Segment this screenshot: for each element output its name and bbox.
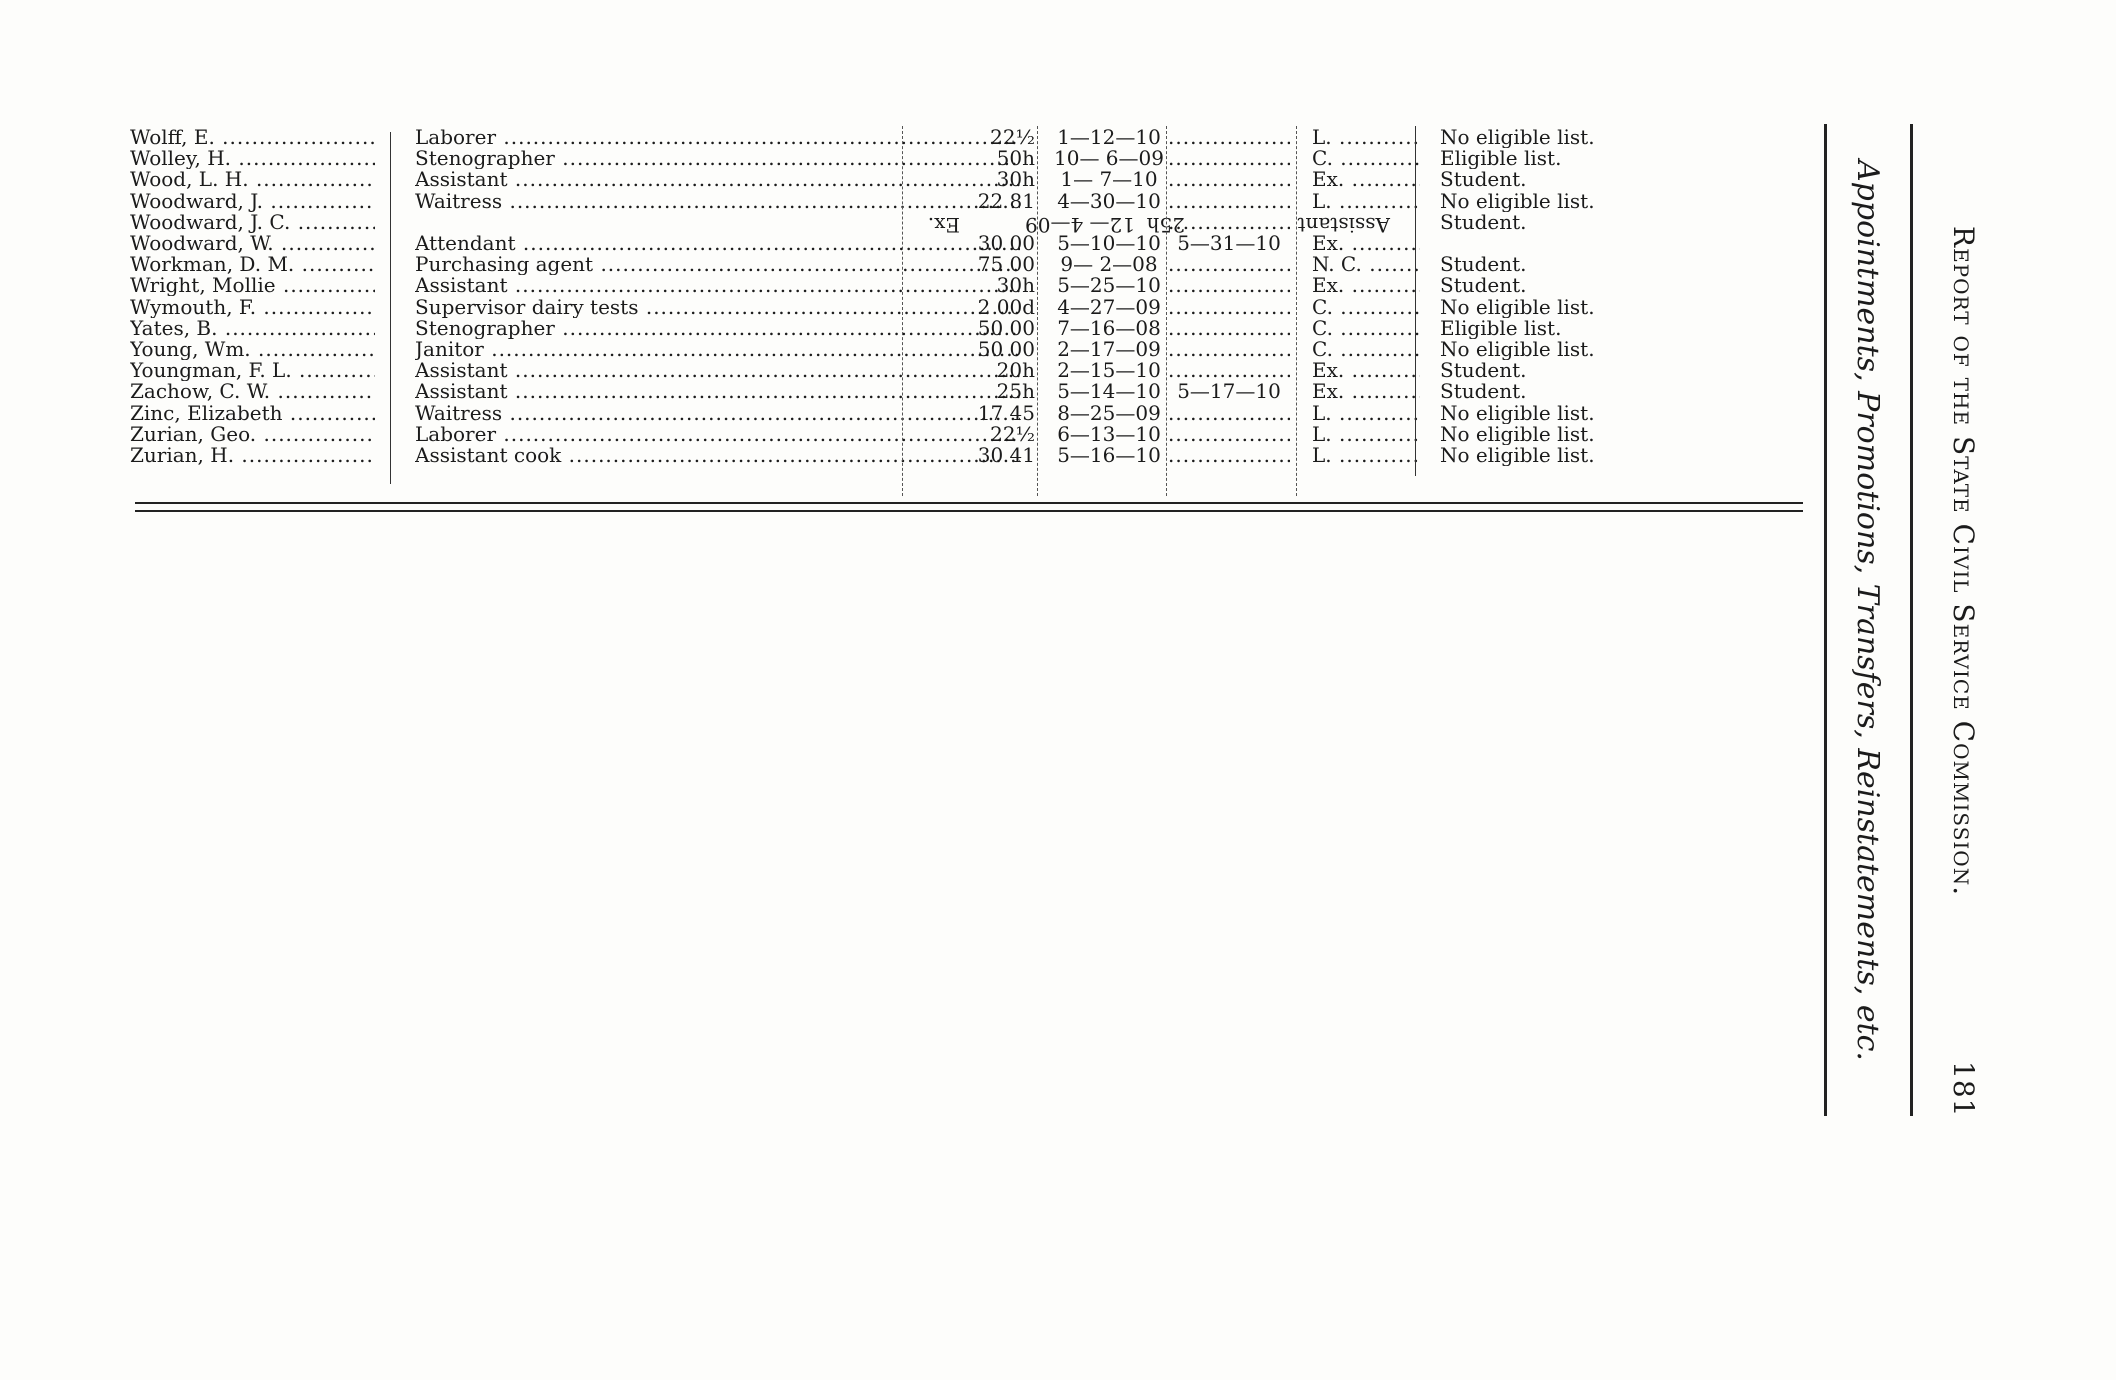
table-row <box>130 148 1800 169</box>
name-cell: Wolley, H. ..... <box>130 148 375 169</box>
position-cell: Assistant cook ..... <box>415 445 1020 466</box>
running-subtitle <box>1845 160 1885 1110</box>
position-cell: Waitress ..... <box>415 403 1020 424</box>
class-cell: C. ..... <box>1312 297 1420 318</box>
position-cell: Laborer ..... <box>415 127 1020 148</box>
name-cell: Zurian, H. ..... <box>130 445 375 466</box>
name-cell: Youngman, F. L. ..... <box>130 360 375 381</box>
position-cell: Assistant ..... <box>415 275 1020 296</box>
remarks-cell: No eligible list. <box>1440 190 1595 212</box>
date2-cell <box>1168 445 1290 466</box>
salary-cell: 50h <box>996 148 1035 170</box>
header-rule-right <box>1910 124 1913 1116</box>
name-cell: Wright, Mollie ..... <box>130 275 375 296</box>
date2-cell: 5—31—10 <box>1177 233 1281 254</box>
class-cell: L. ..... <box>1312 424 1420 445</box>
class-cell: C. ..... <box>1312 148 1420 169</box>
column-rule-class <box>1415 126 1416 476</box>
inverted-date: 12— 4—09 <box>1025 213 1135 237</box>
table-row <box>130 254 1800 275</box>
name-cell: Yates, B. ..... <box>130 318 375 339</box>
remarks-cell: Eligible list. <box>1440 148 1562 170</box>
column-rule-name <box>390 132 391 484</box>
position-cell: Assistant ..... <box>415 360 1020 381</box>
remarks-cell: No eligible list. <box>1440 402 1595 424</box>
remarks-cell: No eligible list. <box>1440 127 1595 148</box>
name-cell: Woodward, W. ..... <box>130 233 375 254</box>
salary-cell: 17 45 <box>977 402 1035 424</box>
bottom-rule-top <box>135 502 1803 504</box>
name-cell: Woodward, J. ..... <box>130 191 375 212</box>
date-cell: 2—17—09 <box>1057 339 1161 360</box>
class-cell: C. ..... <box>1312 318 1420 339</box>
position-cell: Waitress ..... <box>415 191 1020 212</box>
date2-cell <box>1168 403 1290 424</box>
remarks-cell: Student. <box>1440 254 1527 276</box>
salary-cell: 2 00d <box>977 296 1035 318</box>
date-cell: 9— 2—08 <box>1060 254 1158 276</box>
position-cell: Supervisor dairy tests ..... <box>415 297 1020 318</box>
date2-cell <box>1168 424 1290 445</box>
table-row <box>130 233 1800 254</box>
page-number: 181 <box>1947 1061 1980 1118</box>
date2-cell <box>1168 318 1290 339</box>
running-header <box>1940 226 1980 1126</box>
name-cell: Wolff, E. ..... <box>130 127 375 148</box>
position-cell: Stenographer ..... <box>415 318 1020 339</box>
name-cell: Woodward, J. C. ..... <box>130 212 375 233</box>
class-cell: C. ..... <box>1312 339 1420 360</box>
salary-cell: 30h <box>996 275 1035 297</box>
date2-cell <box>1168 360 1290 381</box>
date2-cell <box>1168 169 1290 190</box>
date2-cell <box>1168 339 1290 360</box>
date-cell: 7—16—08 <box>1057 317 1161 339</box>
name-cell: Zurian, Geo. ..... <box>130 424 375 445</box>
remarks-cell: Student. <box>1440 275 1527 297</box>
remarks-cell: No eligible list. <box>1440 339 1595 360</box>
column-rule-salary <box>1037 126 1038 496</box>
salary-cell: 50 00 <box>977 317 1035 339</box>
class-cell: L. ..... <box>1312 403 1420 424</box>
date-cell: 5—10—10 <box>1057 233 1161 254</box>
date-cell: 4—30—10 <box>1057 190 1161 212</box>
date2-cell <box>1168 275 1290 296</box>
table-row <box>130 318 1800 339</box>
date-cell: 6—13—10 <box>1057 423 1161 445</box>
class-cell: Ex. ..... <box>1312 169 1420 190</box>
salary-cell: 30 41 <box>977 445 1035 466</box>
table-row <box>130 275 1800 296</box>
table-row <box>130 191 1800 212</box>
position-cell: Janitor ..... <box>415 339 1020 360</box>
class-cell: Ex. ..... <box>1312 233 1420 254</box>
position-cell: Stenographer ..... <box>415 148 1020 169</box>
date2-cell <box>1168 297 1290 318</box>
class-cell: Ex. ..... <box>1312 360 1420 381</box>
date-cell: 4—27—09 <box>1057 296 1161 318</box>
salary-cell: 30h <box>996 169 1035 191</box>
table-row <box>130 381 1800 402</box>
remarks-cell: Student. <box>1440 381 1527 403</box>
table-row <box>130 339 1800 360</box>
table-row <box>130 360 1800 381</box>
inverted-row <box>905 214 1390 236</box>
table-row <box>130 127 1800 148</box>
remarks-cell: No eligible list. <box>1440 423 1595 445</box>
name-cell: Workman, D. M. ..... <box>130 254 375 275</box>
remarks-cell: No eligible list. <box>1440 445 1595 466</box>
inverted-position: Assistant <box>1297 213 1390 237</box>
salary-cell: 50 00 <box>977 339 1035 360</box>
position-cell: Assistant ..... <box>415 381 1020 402</box>
column-rule-date <box>1166 126 1167 496</box>
subtitle-text: Appointments, Promotions, Transfers, Reinstatements, etc. <box>1850 160 1885 1061</box>
position-cell: Attendant ..... <box>415 233 1020 254</box>
remarks-cell: Student. <box>1440 211 1527 233</box>
name-cell: Wood, L. H. ..... <box>130 169 375 190</box>
salary-cell: 22½ <box>990 127 1035 148</box>
class-cell: L. ..... <box>1312 445 1420 466</box>
date-cell: 1— 7—10 <box>1060 169 1158 191</box>
salary-cell: 25h <box>996 381 1035 403</box>
position-cell: Laborer ..... <box>415 424 1020 445</box>
salary-cell: 20h <box>996 360 1035 382</box>
remarks-cell: Student. <box>1440 360 1527 382</box>
name-cell: Zinc, Elizabeth ..... <box>130 403 375 424</box>
name-cell: Young, Wm. ..... <box>130 339 375 360</box>
page-title: Report of the State Civil Service Commission. <box>1947 226 1980 897</box>
class-cell: Ex. ..... <box>1312 275 1420 296</box>
class-cell: N. C. ..... <box>1312 254 1420 275</box>
inverted-class: Ex. <box>927 213 960 237</box>
table-row <box>130 169 1800 190</box>
date-cell: 1—12—10 <box>1057 127 1161 148</box>
table-row <box>130 297 1800 318</box>
table-row <box>130 445 1800 466</box>
table-row <box>130 403 1800 424</box>
date-cell: 5—25—10 <box>1057 275 1161 297</box>
date-cell: 5—16—10 <box>1057 445 1161 466</box>
name-cell: Zachow, C. W. ..... <box>130 381 375 402</box>
column-rule-date2 <box>1296 126 1297 496</box>
bottom-rule-bottom <box>135 510 1803 512</box>
remarks-cell: No eligible list. <box>1440 296 1595 318</box>
date2-cell <box>1168 148 1290 169</box>
salary-cell: 22 81 <box>977 190 1035 212</box>
date-cell: 8—25—09 <box>1057 402 1161 424</box>
table-row <box>130 424 1800 445</box>
inverted-salary: 25h <box>1146 213 1185 237</box>
date2-cell <box>1168 254 1290 275</box>
salary-cell: 30 00 <box>977 233 1035 254</box>
name-cell: Wymouth, F. ..... <box>130 297 375 318</box>
date2-cell <box>1168 127 1290 148</box>
date2-cell <box>1168 191 1290 212</box>
class-cell: L. ..... <box>1312 191 1420 212</box>
class-cell: Ex. ..... <box>1312 381 1420 402</box>
salary-cell: 22½ <box>990 423 1035 445</box>
date-cell: 10— 6—09 <box>1054 148 1164 170</box>
date-cell: 5—14—10 <box>1057 381 1161 403</box>
date2-cell: 5—17—10 <box>1177 381 1281 403</box>
remarks-cell: Eligible list. <box>1440 317 1562 339</box>
date-cell: 2—15—10 <box>1057 360 1161 382</box>
salary-cell: 75 00 <box>977 254 1035 276</box>
class-cell: L. ..... <box>1312 127 1420 148</box>
column-rule-position <box>902 126 903 496</box>
position-cell: Assistant ..... <box>415 169 1020 190</box>
position-cell: Purchasing agent ..... <box>415 254 1020 275</box>
header-rule-left <box>1824 124 1827 1116</box>
remarks-cell: Student. <box>1440 169 1527 191</box>
